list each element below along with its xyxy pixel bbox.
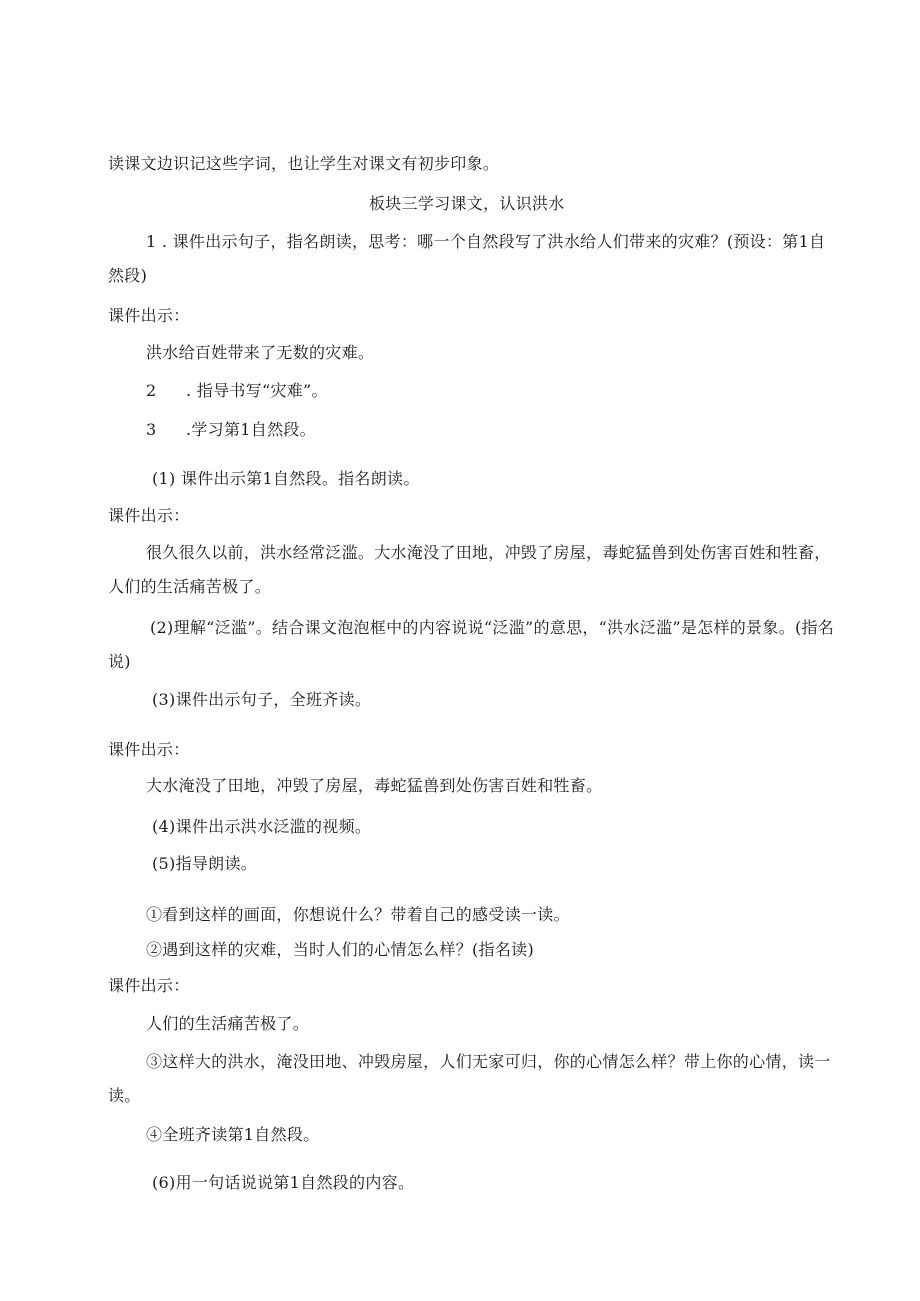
- sub-item-5: (5)指导朗读。: [152, 854, 258, 873]
- circled-item-2: ②遇到这样的灾难，当时人们的心情怎么样？(指名读): [146, 940, 534, 959]
- section-title: 板块三学习课文，认识洪水: [369, 194, 565, 213]
- sub-item-3: (3)课件出示句子，全班齐读。: [152, 690, 372, 709]
- item-3-text: .学习第1自然段。: [186, 420, 316, 439]
- quote-2: 很久很久以前，洪水经常泛滥。大水淹没了田地，冲毁了房屋，毒蛇猛兽到处伤害百姓和牲畜，人们的生活痛苦极了。: [108, 543, 831, 596]
- item-1: 1 . 课件出示句子，指名朗读，思考：哪一个自然段写了洪水给人们带来的灾难？(预设：第1自然段): [108, 232, 826, 285]
- quote-3: 大水淹没了田地，冲毁了房屋，毒蛇猛兽到处伤害百姓和牲畜。: [146, 776, 603, 795]
- show-label-1: 课件出示：: [108, 306, 190, 325]
- show-label-4: 课件出示：: [108, 976, 190, 995]
- quote-1: 洪水给百姓带来了无数的灾难。: [146, 343, 375, 362]
- circled-item-1: ①看到这样的画面，你想说什么？带着自己的感受读一读。: [146, 905, 570, 924]
- show-label-3: 课件出示：: [108, 740, 190, 759]
- sub-item-4: (4)课件出示洪水泛滥的视频。: [152, 817, 372, 836]
- item-2-number: 2: [146, 381, 157, 400]
- sub-item-1: (1) 课件出示第1自然段。指名朗读。: [152, 469, 420, 488]
- circled-item-3: ③这样大的洪水，淹没田地、冲毁房屋，人们无家可归，你的心情怎么样？带上你的心情，读一读。: [108, 1052, 831, 1105]
- item-2-text: . 指导书写“灾难”。: [186, 381, 328, 400]
- item-3-number: 3: [146, 420, 157, 439]
- show-label-2: 课件出示：: [108, 506, 190, 525]
- circled-item-4: ④全班齐读第1自然段。: [146, 1125, 320, 1144]
- sub-item-6: (6)用一句话说说第1自然段的内容。: [152, 1173, 415, 1192]
- sub-item-2: (2)理解“泛滥”。结合课文泡泡框中的内容说说“泛滥”的意思，“洪水泛滥”是怎样的景象。(指名说): [108, 618, 835, 671]
- quote-4: 人们的生活痛苦极了。: [146, 1014, 310, 1033]
- intro-paragraph: 读课文边识记这些字词，也让学生对课文有初步印象。: [108, 154, 500, 173]
